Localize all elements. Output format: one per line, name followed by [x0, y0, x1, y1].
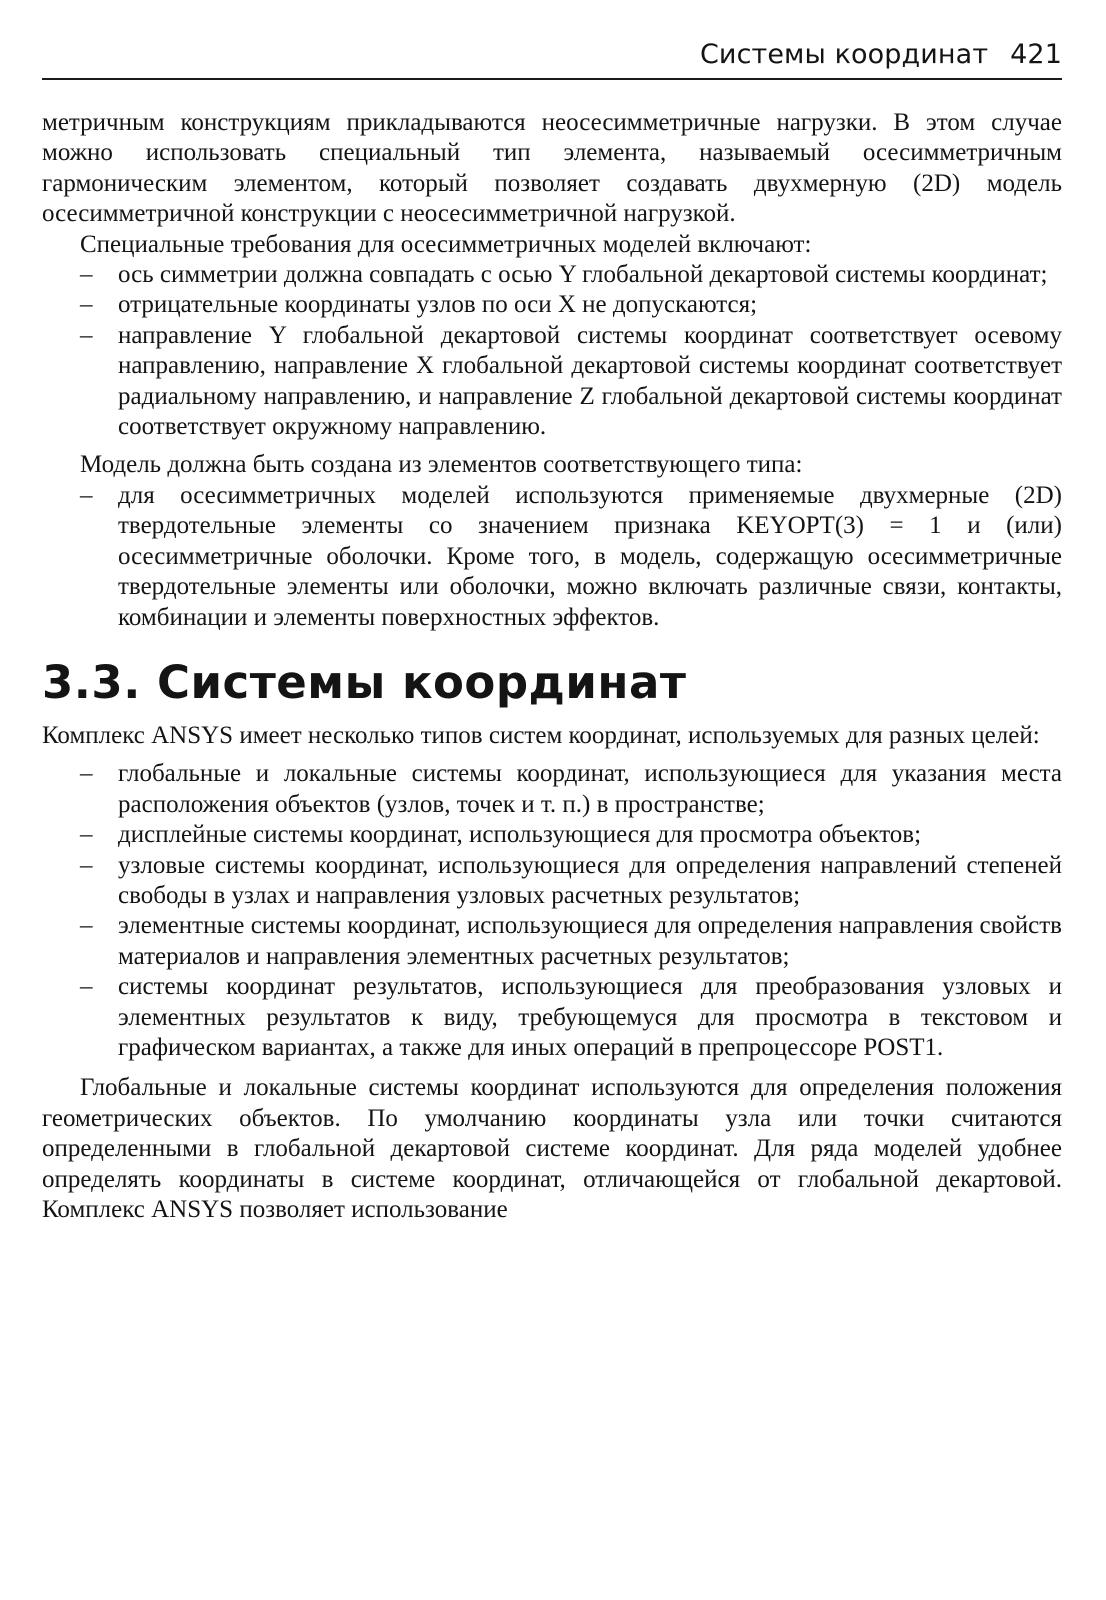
- running-title: Системы координат: [699, 39, 989, 70]
- list-item: [42, 290, 1062, 320]
- list-item-text: узловые системы координат, использующиеся для определения направлений степеней свободы в узлах и направления узловых расчетных результатов;: [118, 851, 1062, 909]
- list-item: [42, 851, 1062, 912]
- dash-marker: –: [80, 973, 93, 1001]
- list-item-text: элементные системы координат, использующиеся для определения направления свойств материалов и направления элементных расчетных результатов;: [118, 912, 1062, 970]
- section-lead: Комплекс ANSYS имеет несколько типов систем координат, используемых для разных целей:: [42, 721, 1040, 749]
- dash-marker: –: [80, 321, 93, 349]
- dash-marker: –: [80, 481, 93, 509]
- list-item-text: системы координат результатов, использующиеся для преобразования узловых и элементных результатов к виду, требующемуся для просмотра в текстовом и графическом вариантах, а также для иных операций в препроцессоре POST1.: [118, 973, 1062, 1061]
- dash-marker: –: [80, 291, 93, 319]
- list-item-text: дисплейные системы координат, использующиеся для просмотра объектов;: [118, 821, 922, 849]
- dash-marker: –: [80, 261, 93, 289]
- coordinate-systems-list: [42, 759, 1062, 1063]
- list-item-text: для осесимметричных моделей используются применяемые двухмерные (2D) твердотельные элементы со значением признака KEYOPT(3) = 1 и (или) осесимметричные оболочки. Кроме того, в модель, содержащую осесимметричные твердотельные элементы или оболочки, можно включать различные связи, контакты, комбинации и элементы поверхностных эффектов.: [118, 481, 1062, 631]
- list-item: [42, 321, 1062, 443]
- spacer: [42, 442, 1062, 450]
- continuation-paragraph: метричным конструкциям прикладываются неосесимметричные нагрузки. В этом случае можно использовать специальный тип элемента, называемый осесимметричным гармоническим элементом, который позволяет создавать двухмерную (2D) модель осесимметричной конструкции с неосесимметричной нагрузкой.: [42, 109, 1062, 228]
- spacer: [42, 751, 1062, 759]
- list-item: [42, 972, 1062, 1063]
- model-lead: Модель должна быть создана из элементов соответствующего типа:: [80, 451, 803, 479]
- list-item-text: глобальные и локальные системы координат, использующиеся для указания места расположения объектов (узлов, точек и т. п.) в пространстве;: [118, 760, 1062, 818]
- dash-marker: –: [80, 851, 93, 879]
- book-page: [42, 0, 1062, 1600]
- list-item: [42, 260, 1062, 290]
- list-item-text: ось симметрии должна совпадать с осью Y глобальной декартовой системы координат;: [118, 261, 1048, 289]
- list-item-text: отрицательные координаты узлов по оси X не допускаются;: [118, 291, 758, 319]
- requirements-list: [42, 260, 1062, 442]
- requirements-lead: Специальные требования для осесимметричных моделей включают:: [80, 230, 812, 258]
- list-item: [42, 481, 1062, 633]
- header-rule: [42, 78, 1062, 80]
- dash-marker: –: [80, 821, 93, 849]
- dash-marker: –: [80, 760, 93, 788]
- running-header: [700, 38, 1062, 72]
- list-item: [42, 820, 1062, 850]
- page-number: 421: [1010, 39, 1062, 70]
- section-heading: 3.3. Системы координат: [42, 655, 687, 709]
- page-body: [42, 108, 1062, 1225]
- list-item: [42, 759, 1062, 820]
- dash-marker: –: [80, 912, 93, 940]
- list-item: [42, 911, 1062, 972]
- closing-paragraph: Глобальные и локальные системы координат используются для определения положения геометрических объектов. По умолчанию координаты узла или точки считаются определенными в глобальной декартовой системе координат. Для ряда моделей удобнее определять координаты в системе координат, отличающейся от глобальной декартовой. Комплекс ANSYS позволяет использование: [42, 1074, 1062, 1223]
- model-types-list: [42, 481, 1062, 633]
- spacer: [42, 1063, 1062, 1073]
- list-item-text: направление Y глобальной декартовой системы координат соответствует осевому направлению, направление X глобальной декартовой системы координат соответствует радиальному направлению, и направление Z глобальной декартовой системы координат соответствует окружному направлению.: [118, 321, 1062, 441]
